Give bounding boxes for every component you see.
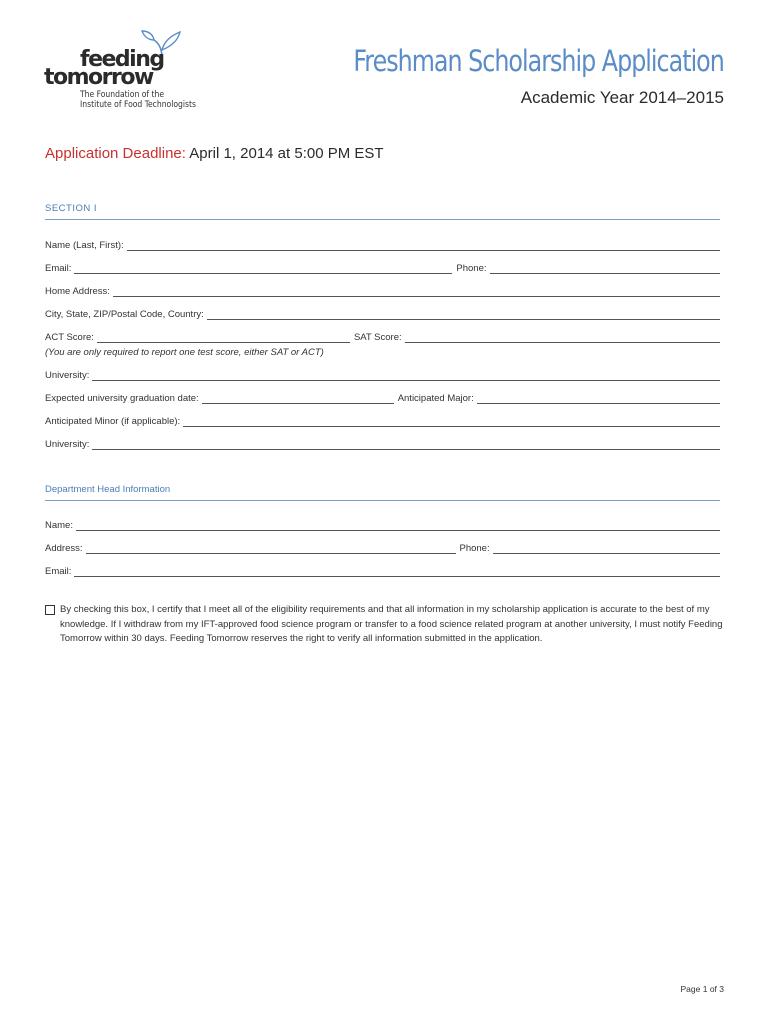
name-label: Name (Last, First): (45, 240, 124, 251)
phone-label: Phone: (456, 263, 487, 274)
dept-email-field[interactable] (74, 567, 720, 577)
logo-subtitle-line2: Institute of Food Technologists (80, 100, 196, 110)
major-label: Anticipated Major: (397, 393, 474, 404)
major-field[interactable] (477, 394, 720, 404)
certification-block (45, 603, 725, 647)
dept-name-row (45, 520, 720, 531)
dept-name-label: Name: (45, 520, 73, 531)
certify-checkbox[interactable] (45, 605, 55, 615)
name-row (45, 240, 720, 251)
city-row (45, 309, 720, 320)
email-phone-row (45, 263, 720, 274)
test-score-row (45, 332, 720, 343)
act-score-field[interactable] (97, 333, 350, 343)
university-label: University: (45, 370, 90, 381)
academic-year: Academic Year 2014–2015 (520, 88, 724, 107)
home-address-row (45, 286, 720, 297)
name-field[interactable] (127, 241, 720, 251)
deadline-value: April 1, 2014 at 5:00 PM EST (189, 145, 384, 162)
page-number: Page 1 of 3 (680, 984, 724, 994)
city-label: City, State, ZIP/Postal Code, Country: (45, 309, 204, 320)
phone-field[interactable] (490, 264, 720, 274)
university-row-2 (45, 439, 720, 450)
sat-score-field[interactable] (405, 333, 720, 343)
logo-word-feeding: feeding (80, 47, 164, 72)
email-field[interactable] (74, 264, 452, 274)
minor-row (45, 416, 720, 427)
university-field-2[interactable] (92, 440, 720, 450)
home-address-field[interactable] (113, 287, 720, 297)
email-label: Email: (45, 263, 72, 274)
minor-field[interactable] (183, 417, 720, 427)
university-field[interactable] (92, 371, 720, 381)
city-field[interactable] (207, 310, 720, 320)
dept-phone-field[interactable] (493, 544, 720, 554)
dept-address-phone-row (45, 543, 720, 554)
sat-label: SAT Score: (353, 332, 402, 343)
dept-email-row (45, 566, 720, 577)
certification-text: By checking this box, I certify that I meet all of the eligibility requirements and that all information in my scholarship application is accurate to the best of my knowledge. If I withdraw from my IFT-approved food science program or transfer to a food science related program at another university, I must notify Feeding Tomorrow within 30 days. Feeding Tomorrow reserves the right to verify all information submitted in the application. (60, 604, 723, 644)
home-address-label: Home Address: (45, 286, 110, 297)
act-label: ACT Score: (45, 332, 94, 343)
logo-word-tomorrow: tomorrow (44, 65, 153, 90)
document-title: Freshman Scholarship Application (353, 44, 724, 78)
dept-name-field[interactable] (76, 521, 720, 531)
dept-address-label: Address: (45, 543, 83, 554)
university-row (45, 370, 720, 381)
logo-subtitle-line1: The Foundation of the (80, 90, 165, 100)
deadline-label: Application Deadline: (45, 145, 186, 162)
logo-subtitle (80, 90, 230, 110)
graduation-major-row (45, 393, 720, 404)
dept-email-label: Email: (45, 566, 72, 577)
university-label-2: University: (45, 439, 90, 450)
graduation-date-field[interactable] (202, 394, 394, 404)
feeding-tomorrow-logo (44, 28, 194, 112)
dept-address-field[interactable] (86, 544, 456, 554)
minor-label: Anticipated Minor (if applicable): (45, 416, 181, 427)
score-note: (You are only required to report one test score, either SAT or ACT) (45, 347, 324, 358)
graduation-date-label: Expected university graduation date: (45, 393, 199, 404)
section-heading: SECTION I (45, 203, 720, 220)
dept-phone-label: Phone: (459, 543, 490, 554)
department-heading: Department Head Information (45, 484, 720, 501)
application-deadline (45, 145, 384, 162)
